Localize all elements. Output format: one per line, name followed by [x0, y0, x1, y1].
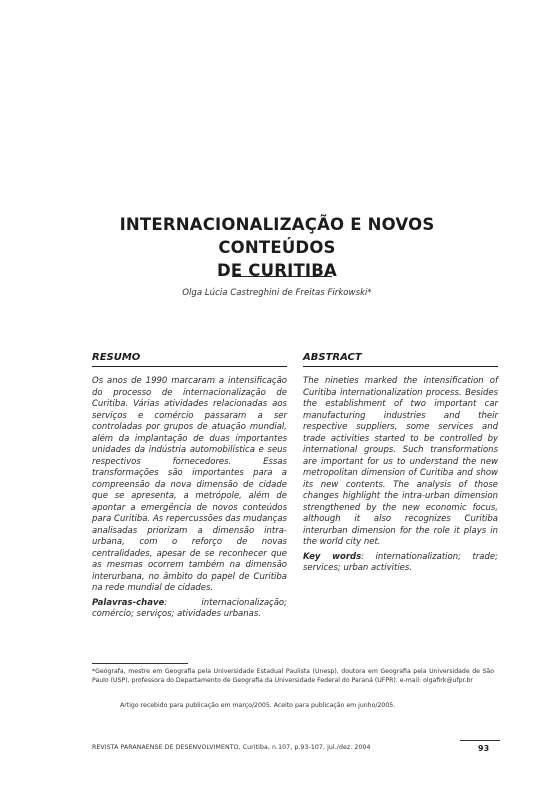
footnote-divider: [92, 663, 188, 664]
abstract-keywords-label: Key words: [303, 551, 362, 562]
page-number: 93: [478, 744, 490, 753]
resumo-section: [92, 352, 287, 621]
resumo-text: Os anos de 1990 marcaram a intensificação do processo de internacionalização de Curitiba. Várias atividades relacionadas aos serviços e comércio passaram a ser controladas por grupos de atuação mundial, além da implantação de duas importantes unidades da indústria automobilística e seus respectivos fornecedores. Essas transformações são importantes para a compreensão da nova dimensão de cidade que se apresenta, a metrópole, além de apontar a emergência de novos conteúdos para Curitiba. As repercussões das mudanças analisadas priorizam a dimensão intra-urbana, com o reforço de novas centralidades, apesar de se reconhecer que as mesmas ocorrem também na dimensão interurbana, no âmbito do papel de Curitiba na rede mundial de cidades.: [92, 376, 287, 593]
author-name: Olga Lúcia Castreghini de Freitas Firkowski*: [182, 288, 372, 298]
abstract-heading: ABSTRACT: [303, 352, 498, 367]
title-line-2: DE CURITIBA: [216, 261, 337, 280]
resumo-keywords: [92, 598, 287, 621]
resumo-heading: RESUMO: [92, 352, 287, 367]
abstract-keywords: [303, 552, 498, 575]
abstract-text: The nineties marked the intensification of Curitiba internationalization process. Besides the establishment of two important car manufacturing industries and their respective suppliers, some services and trade activities started to be controlled by international groups. Such transformations are important for us to understand the new metropolitan dimension of Curitiba and show its new contents. The analysis of those changes highlight the intra-urban dimension strengthened by the new economic focus, although it also recognizes Curitiba interurban dimension for the role it plays in the world city net.: [303, 376, 498, 547]
abstract-keywords-list: : internationalization; trade; services; urban activities.: [303, 551, 498, 573]
journal-citation: REVISTA PARANAENSE DE DESENVOLVIMENTO, Curitiba, n.107, p.93-107, jul./dez. 2004: [92, 744, 371, 751]
resumo-keywords-label: Palavras-chave: [92, 597, 165, 608]
article-title: [60, 213, 494, 282]
page-number-divider: [460, 740, 500, 741]
received-note: Artigo recebido para publicação em março/2005. Aceito para publicação em junho/2005.: [120, 702, 396, 709]
abstract-section: [303, 352, 498, 575]
title-line-1: INTERNACIONALIZAÇÃO E NOVOS CONTEÚDOS: [119, 215, 435, 257]
title-divider: [232, 276, 332, 277]
author-footnote: *Geógrafa, mestre em Geografia pela Universidade Estadual Paulista (Unesp), doutora em Geografia pela Universidade de São Paulo (USP), professora do Departamento de Geografia da Universidade Federal do Paraná (UFPR). e-mail: olgafirk@ufpr.br: [92, 668, 494, 685]
resumo-keywords-list: : internacionalização; comércio; serviços; atividades urbanas.: [92, 597, 287, 619]
